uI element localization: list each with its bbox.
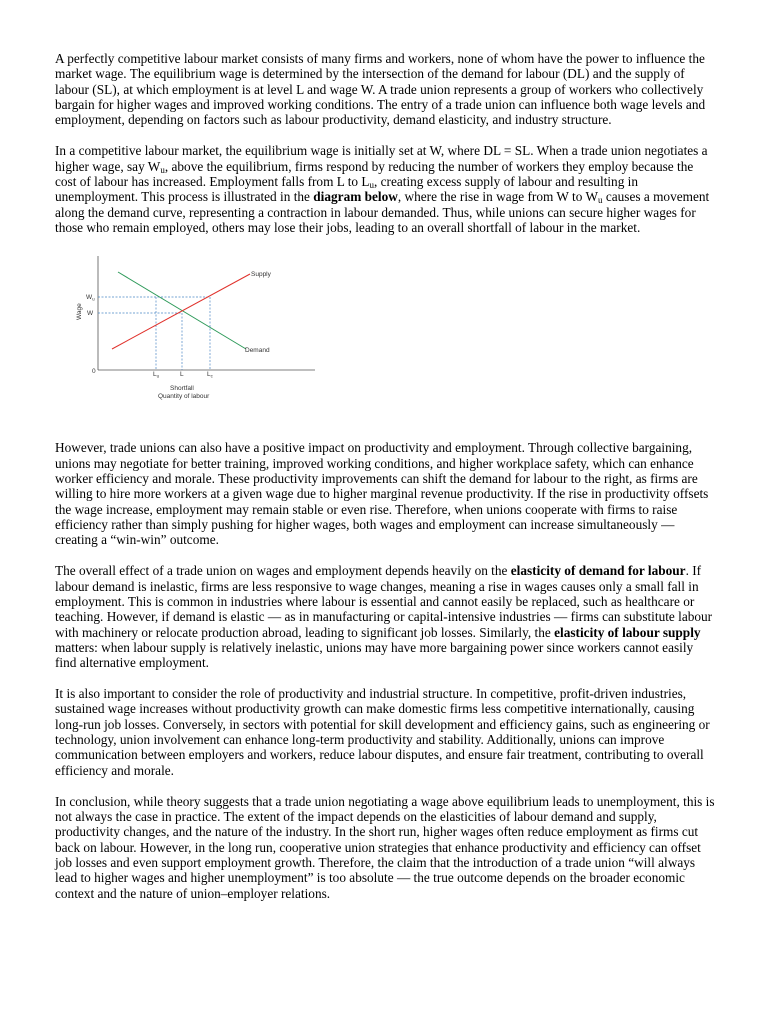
text-run: , creating excess supply of labour and resulting in unemployment. This process is illustrated in the [55, 173, 639, 205]
paragraph-competitive-market [55, 143, 715, 235]
guide-lines [98, 297, 210, 370]
text-run: , where the rise in wage from W to W [397, 189, 599, 205]
paragraph-positive-impact: However, trade unions can also have a positive impact on productivity and employment. Through collective bargaining, unions may negotiate for better training, improved working conditions, and higher workplace safety, which can enhance worker efficiency and morale. These productivity improvements can shift the demand for labour to the right, as firms are willing to hire more workers at a given wage due to higher marginal revenue productivity. If the rise in productivity offsets the wage increase, employment may remain stable or even rise. Therefore, when unions cooperate with firms to raise efficiency rather than simply pushing for higher wages, both wages and employment can increase simultaneously — creating a “win-win” outcome. [55, 440, 709, 548]
l-label: L [180, 371, 184, 379]
wu-label: $W_u$ [86, 294, 95, 302]
subscript: u [369, 179, 374, 190]
lu-label: $L_u$ [153, 371, 160, 379]
text-run: , above the equilibrium, firms respond by reducing the number of workers they employ because the cost of labour has increased. Employment falls from L to L [55, 158, 694, 189]
shortfall-label: Shortfall [170, 385, 194, 393]
document-body [55, 51, 715, 917]
subscript: u [598, 195, 603, 206]
paragraph-conclusion: In conclusion, while theory suggests that a trade union negotiating a wage above equilibrium leads to unemployment, this is not always the case in practice. The extent of the impact depends on the elasticities of labour demand and supply, productivity changes, and the nature of the industry. In the short run, higher wages often reduce employment as firms cut back on labour. However, in the long run, cooperative union strategies that enhance productivity and efficiency can offset job losses and even support employment growth. Therefore, the claim that the introduction of a trade union “will always lead to higher wages and higher unemployment” is too absolute — the true outcome depends on the broader economic context and the nature of union–employer relations. [55, 793, 715, 901]
paragraph-intro: A perfectly competitive labour market consists of many firms and workers, none of whom have the power to influence the market wage. The equilibrium wage is determined by the intersection of the demand for labour (DL) and the supply of labour (SL), at which employment is at level L and wage W. A trade union represents a group of workers who collectively bargain for higher wages and improved working conditions. The entry of a trade union can influence both wage levels and employment, depending on factors such as labour productivity, demand elasticity, and industry structure. [55, 51, 706, 128]
paragraph-elasticity [55, 563, 715, 670]
text-run: . If labour demand is inelastic, firms are less responsive to wage changes, meaning a rise in wages causes only a small fall in employment. This is common in industries where labour is essential and cannot easily be replaced, such as healthcare or teaching. However, if demand is elastic — as in manufacturing or capital-intensive industries — firms can substitute labour with machinery or relocate production abroad, leading to significant job losses. Similarly, the [55, 563, 713, 640]
bold-text: elasticity of demand for labour [510, 563, 686, 579]
text-run: matters: when labour supply is relatively inelastic, unions may have more bargaining power since workers cannot easily find alternative employment. [55, 639, 694, 671]
y-axis-label: Wage [76, 303, 83, 321]
bold-text: elasticity of labour supply [554, 624, 701, 640]
subscript: u [160, 164, 165, 175]
bold-text: diagram below [313, 189, 398, 205]
x-axis-label: Quantity of labour [158, 393, 210, 401]
w-label: W [87, 310, 94, 318]
supply-curve [112, 274, 250, 349]
origin-label: 0 [92, 368, 96, 376]
lc-label: $L_c$ [207, 371, 213, 379]
supply-label: Supply [251, 271, 271, 279]
text-run: The overall effect of a trade union on wages and employment depends heavily on the [55, 563, 511, 579]
labour-market-diagram [60, 254, 320, 404]
paragraph-productivity: It is also important to consider the role of productivity and industrial structure. In competitive, profit-driven industries, sustained wage increases without productivity growth can make domestic firms less competitive internationally, causing long-run job losses. Conversely, in sectors with potential for skill development and efficiency gains, such as engineering or technology, union involvement can enhance long-term productivity and stability. Additionally, unions can improve communication between employers and workers, reduce labour disputes, and ensure fair treatment, contributing to overall efficiency and morale. [55, 686, 710, 778]
text-run: In a competitive labour market, the equilibrium wage is initially set at W, where DL = SL. When a trade union negotiates a higher wage, say W [55, 143, 708, 174]
diagram-svg [60, 254, 320, 404]
text-run: causes a movement along the demand curve, representing a contraction in labour demanded. Thus, while unions can secure higher wages for those who remain employed, others may lose their jobs, leading to an overall shortfall of labour in the market. [55, 189, 710, 235]
demand-label: Demand [245, 347, 270, 355]
